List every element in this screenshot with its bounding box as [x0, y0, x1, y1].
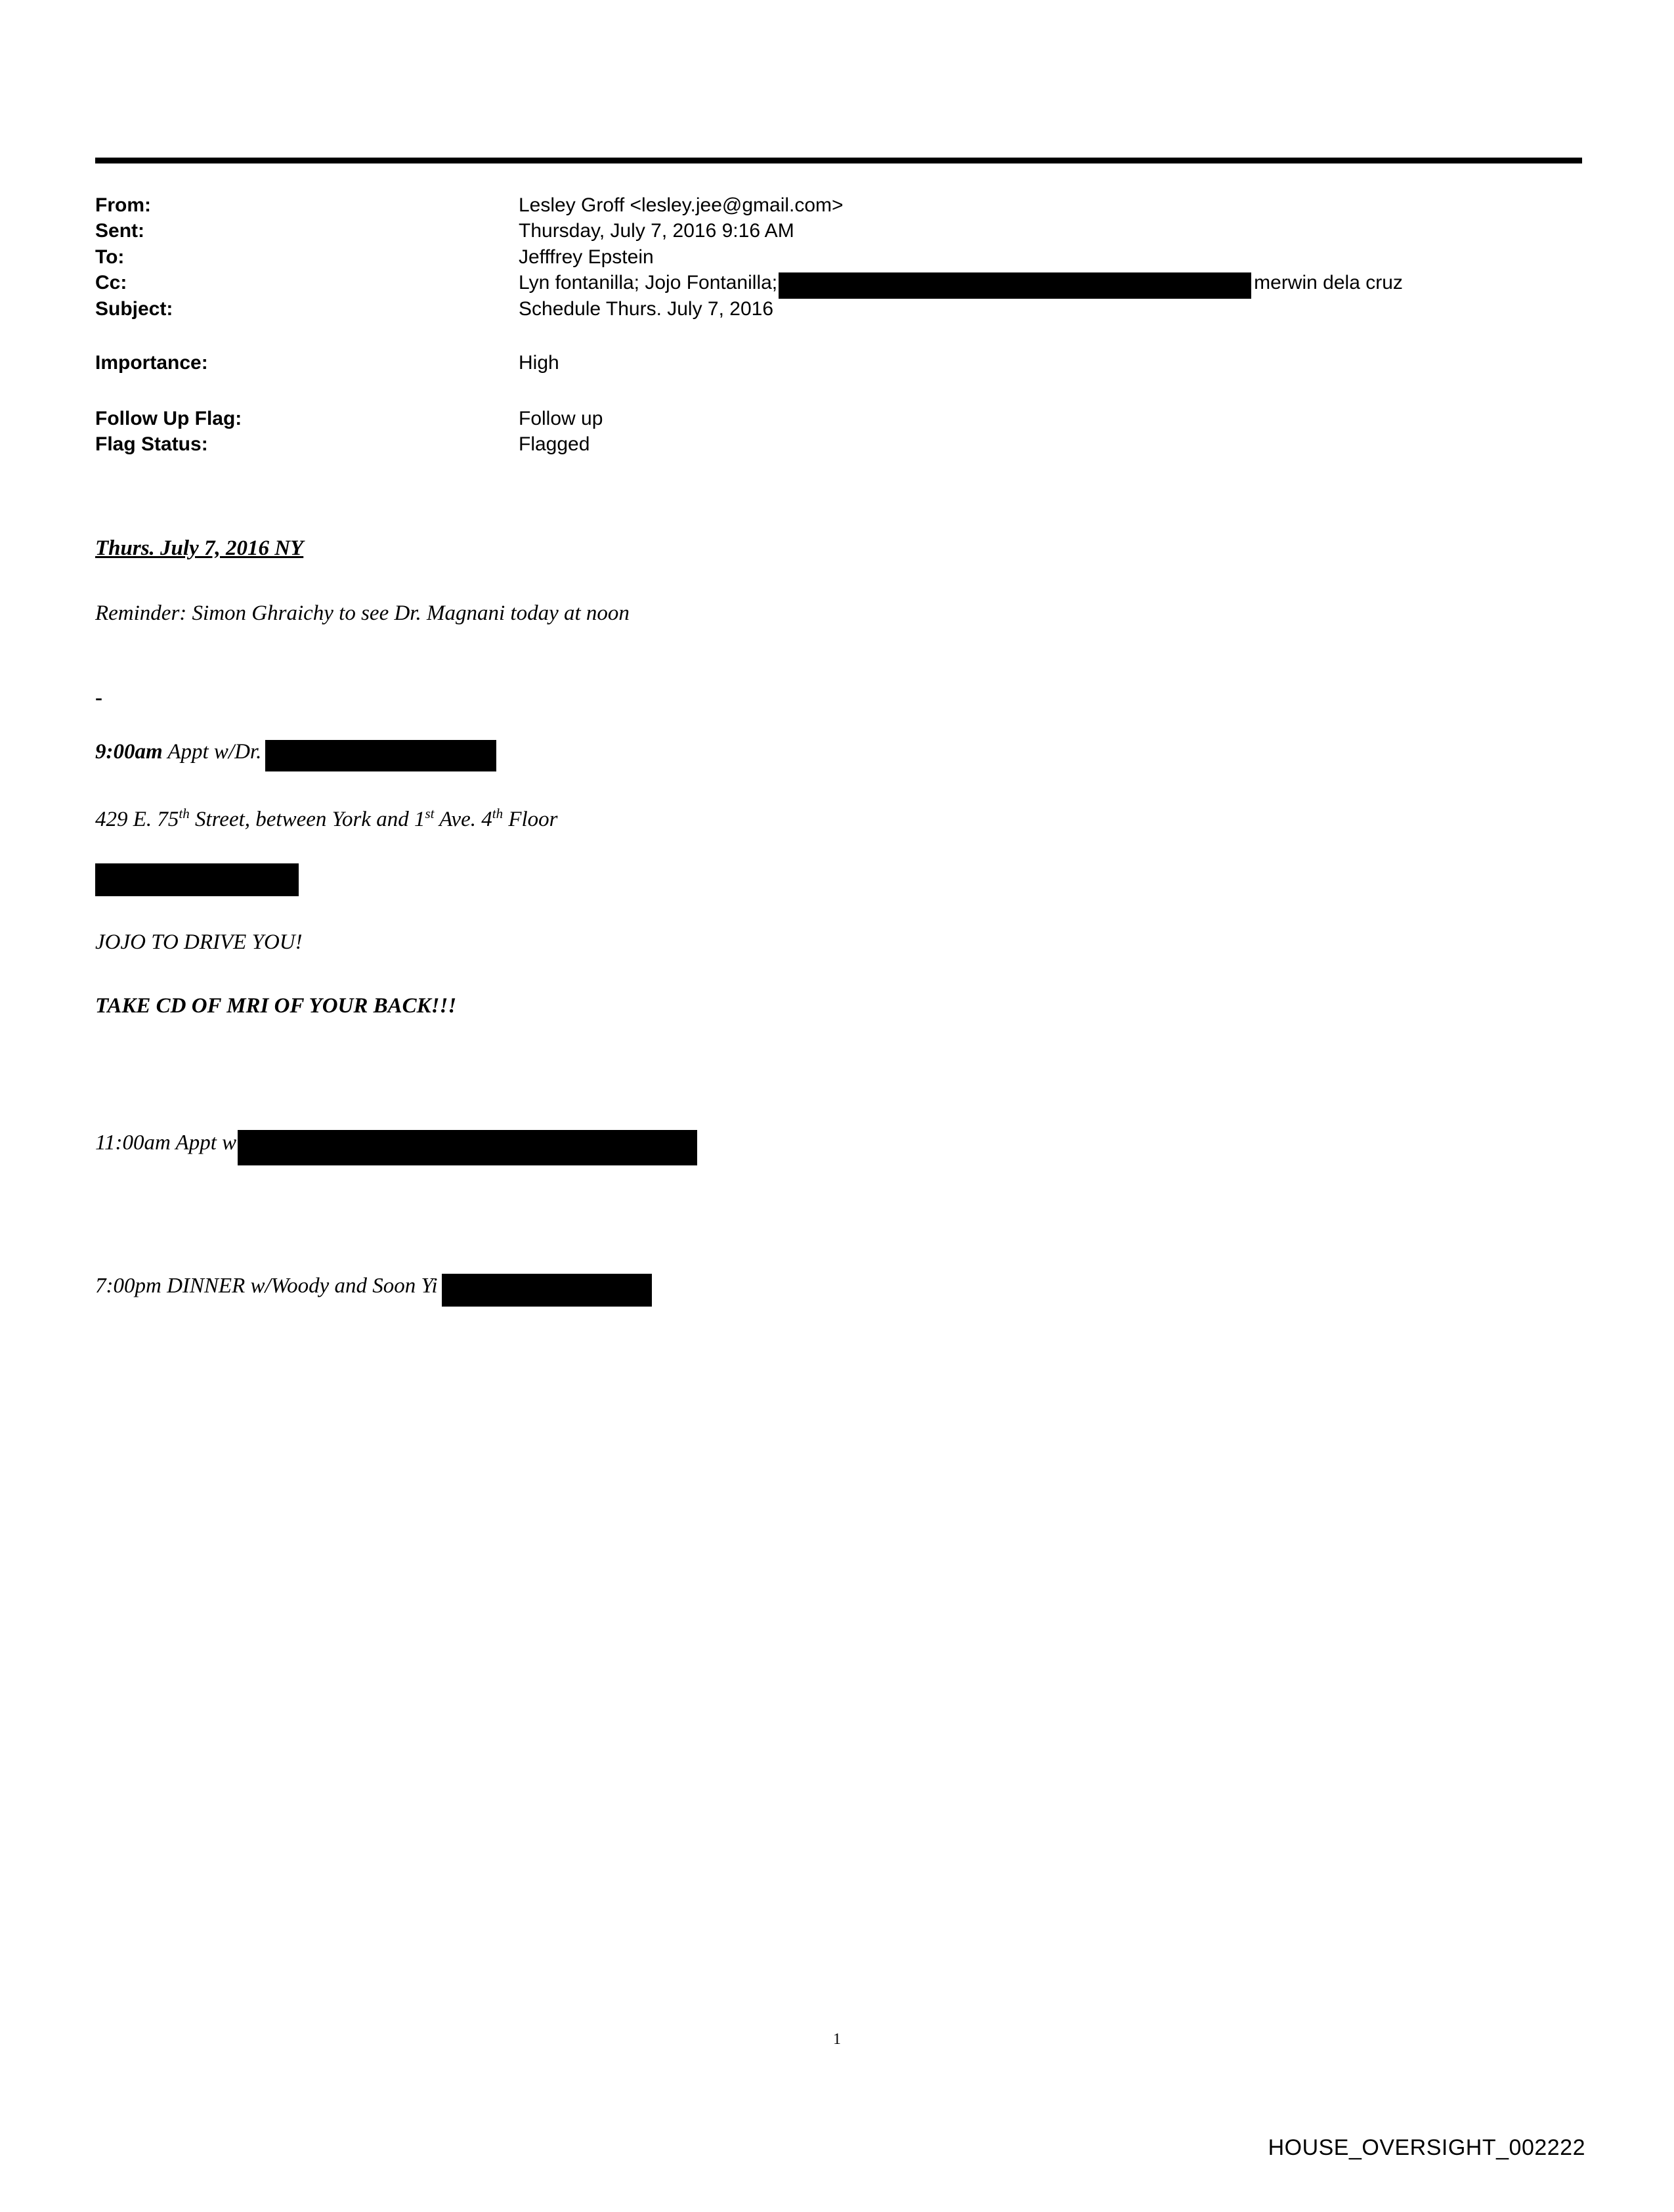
appointment-dinner	[95, 1274, 1579, 1301]
email-printout	[95, 158, 1579, 1301]
redaction-bar-dinner	[442, 1274, 652, 1307]
header-value-cc-before: Lyn fontanilla; Jojo Fontanilla;	[519, 272, 778, 294]
body-reminder: Reminder: Simon Ghraichy to see Dr. Magnani today at noon	[95, 601, 630, 625]
header-label-subject: Subject:	[95, 298, 173, 320]
header-label-importance: Importance:	[95, 351, 208, 374]
redaction-bar-cc	[779, 272, 1251, 299]
address-ordinal-2: st	[425, 806, 435, 822]
header-label-to: To:	[95, 246, 125, 268]
note-jojo-drive: JOJO TO DRIVE YOU!	[95, 930, 303, 955]
appointment-dinner-time: 7:00pm DINNER	[95, 1274, 246, 1298]
address-mid: Street, between York and 1	[189, 808, 425, 832]
appointment-dinner-text: w/Woody and Soon Yi	[250, 1274, 438, 1298]
email-body	[95, 536, 1579, 1301]
header-label-followupflag: Follow Up Flag:	[95, 408, 242, 430]
note-take-cd: TAKE CD OF MRI OF YOUR BACK!!!	[95, 994, 457, 1018]
header-value-followupflag: Follow up	[519, 408, 603, 430]
appointment-11am	[95, 1130, 1579, 1159]
header-value-from: Lesley Groff <lesley.jee@gmail.com>	[519, 194, 844, 216]
header-value-cc-after: merwin dela cruz	[1254, 272, 1403, 294]
address-tail: Floor	[503, 808, 558, 832]
header-value-cc	[519, 271, 1569, 297]
body-dash: -	[95, 685, 102, 710]
header-row-importance	[95, 351, 1569, 377]
header-value-to: Jefffrey Epstein	[519, 246, 654, 268]
redaction-bar-phone	[95, 863, 299, 896]
appointment-11am-time: 11:00am	[95, 1131, 171, 1155]
email-header-table	[95, 194, 1569, 459]
header-spacer-1	[95, 324, 1569, 351]
header-label-sent: Sent:	[95, 220, 144, 242]
header-value-importance: High	[519, 351, 559, 374]
header-label-flagstatus: Flag Status:	[95, 433, 208, 456]
appointment-9am-time: 9:00am	[95, 739, 163, 764]
redaction-bar-9am	[265, 740, 496, 771]
address-ordinal-3: th	[492, 806, 504, 822]
address-end: Ave. 4	[434, 808, 492, 832]
header-divider-rule	[95, 158, 1582, 163]
appointment-11am-text: Appt w	[175, 1131, 237, 1155]
address-ordinal-1: th	[179, 806, 190, 822]
header-label-from: From:	[95, 194, 151, 216]
header-value-sent: Thursday, July 7, 2016 9:16 AM	[519, 220, 794, 242]
header-row-sent	[95, 219, 1569, 245]
header-row-flagstatus	[95, 433, 1569, 458]
redaction-bar-11am	[238, 1130, 697, 1165]
appointment-9am	[95, 739, 1579, 766]
header-row-from	[95, 194, 1569, 219]
header-label-cc: Cc:	[95, 272, 127, 294]
header-spacer-2	[95, 377, 1569, 407]
address-prefix: 429 E. 75	[95, 808, 179, 832]
page-number: 1	[833, 2031, 841, 2048]
header-value-flagstatus: Flagged	[519, 433, 590, 456]
appointment-address	[95, 806, 1579, 832]
body-title	[95, 536, 1579, 561]
body-title-text: Thurs. July 7, 2016 NY	[95, 536, 304, 560]
header-value-subject: Schedule Thurs. July 7, 2016	[519, 298, 774, 320]
header-row-to	[95, 246, 1569, 271]
appointment-9am-text: Appt w/Dr.	[167, 739, 262, 764]
header-row-followupflag	[95, 407, 1569, 433]
header-row-cc	[95, 271, 1569, 297]
bates-stamp: HOUSE_OVERSIGHT_002222	[1268, 2135, 1585, 2160]
header-row-subject	[95, 297, 1569, 323]
